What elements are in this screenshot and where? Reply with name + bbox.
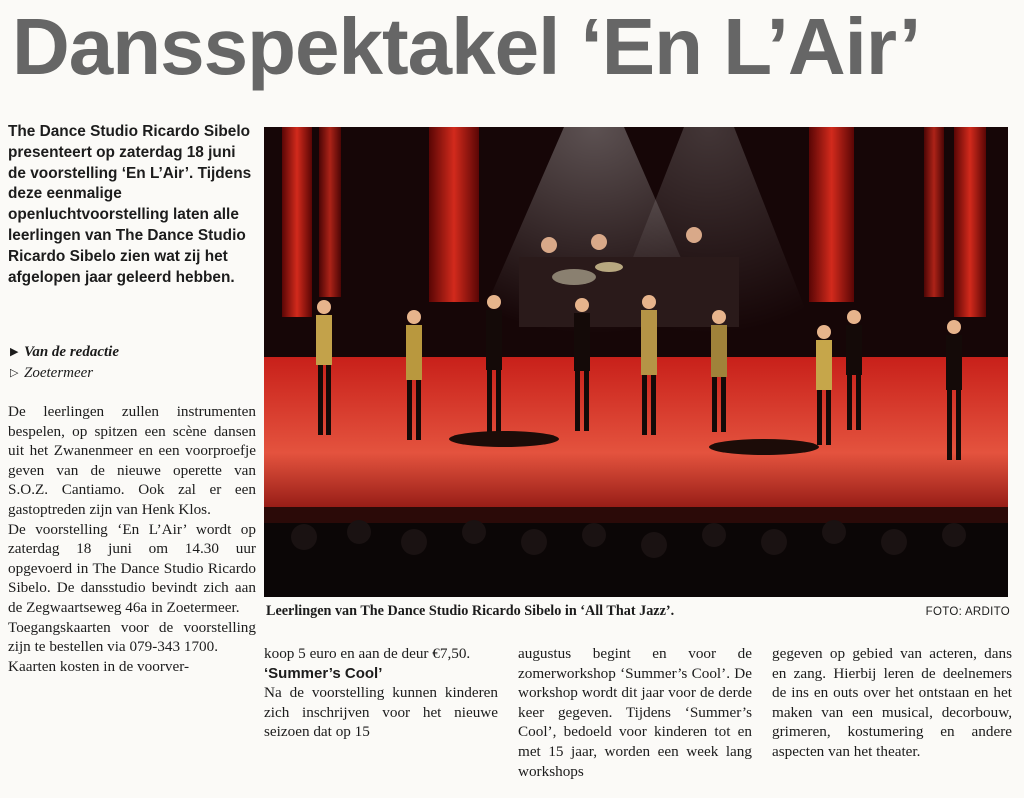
body-paragraph: Na de voorstelling kunnen kinderen zich inschrijven voor het nieuwe seizoen dat op 15 xyxy=(264,684,498,741)
subheading: ‘Summer’s Cool’ xyxy=(264,664,383,682)
body-paragraph: Toegangskaarten voor de voorstelling zijn te bestellen via 079-343 1700. xyxy=(8,618,256,656)
byline-author-row xyxy=(10,342,250,363)
body-column-1 xyxy=(8,402,256,676)
photo-caption xyxy=(266,602,1010,621)
byline-author: Van de redactie xyxy=(24,344,119,360)
byline-location-row xyxy=(10,363,250,384)
photo-credit: FOTO: ARDITO xyxy=(925,606,1010,618)
byline xyxy=(10,342,250,384)
stage-photo-graphic xyxy=(264,127,1008,597)
body-column-3 xyxy=(518,644,752,781)
byline-location: Zoetermeer xyxy=(24,365,94,381)
body-paragraph: De voorstelling ‘En L’Air’ wordt op zaterdag 18 juni om 14.30 uur opgevoerd in The Dance Studio Ricardo Sibelo. De dansstudio bevindt zich aan de Zegwaartseweg 46a in Zoetermeer. xyxy=(8,520,256,616)
body-column-4 xyxy=(772,644,1012,762)
stage-photo xyxy=(264,127,1008,597)
caption-text: Leerlingen van The Dance Studio Ricardo Sibelo in ‘All That Jazz’. xyxy=(266,603,675,619)
body-paragraph: koop 5 euro en aan de deur €7,50. xyxy=(264,645,471,662)
triangle-filled-icon: ▶ xyxy=(10,346,19,358)
lead-paragraph: The Dance Studio Ricardo Sibelo presenteert op zaterdag 18 juni de voorstelling ‘En L’Air’. Tijdens deze eenmalige openluchtvoorstelling laten alle leerlingen van The Dance Studio Ricardo Sibelo zien wat zij het afgelopen jaar geleerd hebben. xyxy=(8,123,252,286)
headline: Dansspektakel ‘En L’Air’ xyxy=(12,2,921,91)
body-paragraph: Kaarten kosten in de voorver- xyxy=(8,657,190,675)
triangle-outline-icon: ▷ xyxy=(10,367,19,379)
body-paragraph: De leerlingen zullen instrumenten bespelen, op spitzen een scène dansen uit het Zwanenmeer en een voorproefje geven van de nieuwe operette van S.O.Z. Cantiamo. Ook zal er een gastoptreden zijn van Henk Klos. xyxy=(8,403,256,518)
body-paragraph: augustus begint en voor de zomerworkshop ‘Summer’s Cool’. De workshop wordt dit jaar voor de derde keer gegeven. Tijdens ‘Summer’s Cool’, bedoeld voor kinderen tot en met 15 jaar, worden een week lang workshops xyxy=(518,645,752,780)
body-column-2 xyxy=(264,644,498,742)
audience xyxy=(264,520,1008,597)
body-paragraph: gegeven op gebied van acteren, dans en zang. Hierbij leren de deelnemers de ins en outs over het ontstaan en het maken van een musical, decorbouw, grimeren, kostumering en andere aspecten van het theater. xyxy=(772,645,1012,760)
